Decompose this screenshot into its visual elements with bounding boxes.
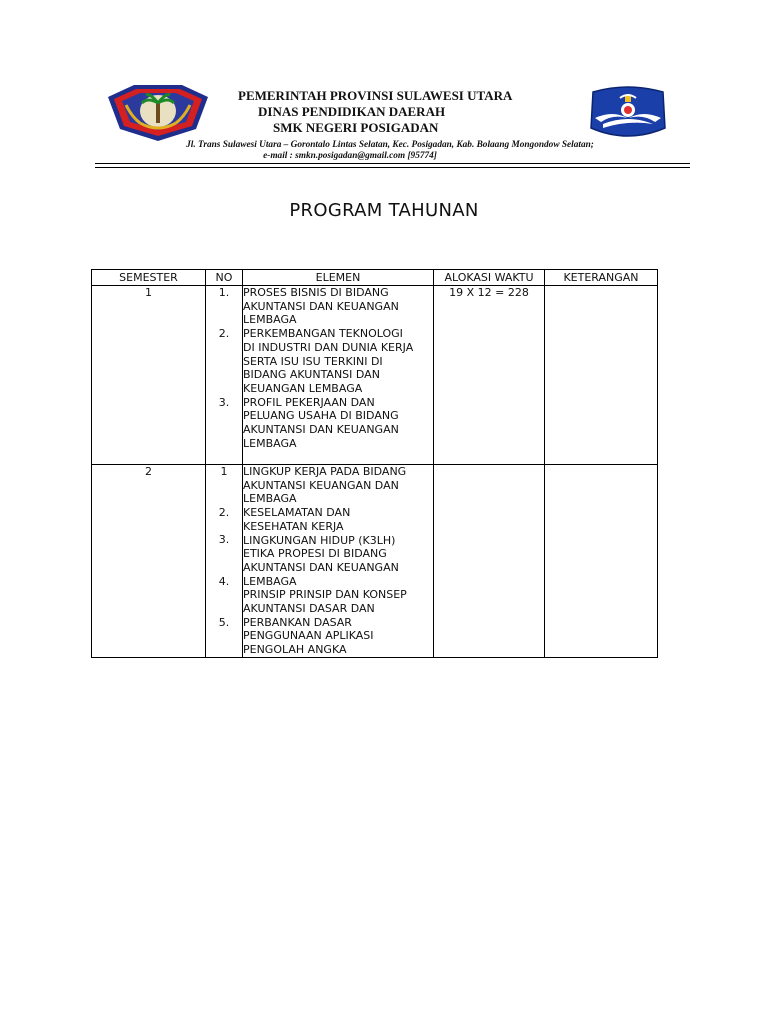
item-no: 5. xyxy=(218,615,230,629)
header-no: NO xyxy=(206,270,243,286)
semester-cell: 2 xyxy=(92,465,206,658)
list-item: PENGGUNAAN APLIKASI PENGOLAH ANGKA xyxy=(243,629,374,657)
item-no: 1. xyxy=(218,286,230,299)
item-no: 2. xyxy=(218,327,230,341)
elemen-column xyxy=(243,286,434,465)
no-column xyxy=(206,286,243,465)
email-line: e-mail : smkn.posigadan@gmail.com [95774] xyxy=(263,151,437,161)
alokasi-cell xyxy=(434,465,545,658)
table-header-row xyxy=(92,270,658,286)
document-title: PROGRAM TAHUNAN xyxy=(289,200,479,221)
item-no: 4. xyxy=(218,574,230,588)
keterangan-cell xyxy=(545,465,658,658)
letterhead-line-2: DINAS PENDIDIKAN DAERAH xyxy=(258,104,446,119)
item-no: 3. xyxy=(218,395,230,409)
list-item: PERKEMBANGAN TEKNOLOGI DI INDUSTRI DAN DUNIA KERJA SERTA ISU ISU TERKINI DI BIDANG AKUNTANSI DAN KEUANGAN LEMBAGA xyxy=(243,327,414,395)
program-table xyxy=(91,269,658,658)
header-alokasi: ALOKASI WAKTU xyxy=(434,270,545,286)
keterangan-cell xyxy=(545,286,658,465)
item-no: 2. xyxy=(218,506,230,520)
address-line: Jl. Trans Sulawesi Utara – Gorontalo Lintas Selatan, Kec. Posigadan, Kab. Bolaang Mongondow Selatan; xyxy=(186,140,594,150)
elemen-column xyxy=(243,465,434,658)
letterhead-line-3: SMK NEGERI POSIGADAN xyxy=(273,120,439,135)
list-item: PROFIL PEKERJAAN DAN PELUANG USAHA DI BIDANG AKUNTANSI DAN KEUANGAN LEMBAGA xyxy=(243,395,399,450)
item-no: 3. xyxy=(218,533,230,547)
no-column xyxy=(206,465,243,658)
list-item: LINGKUP KERJA PADA BIDANG AKUNTANSI KEUANGAN DAN LEMBAGA xyxy=(243,465,407,506)
letterhead-rule-thin xyxy=(95,167,690,168)
table-row xyxy=(92,286,658,465)
list-item: ETIKA PROPESI DI BIDANG AKUNTANSI DAN KEUANGAN LEMBAGA xyxy=(243,547,399,588)
list-item: KESELAMATAN DAN KESEHATAN KERJA LINGKUNGAN HIDUP (K3LH) xyxy=(243,506,396,547)
header-elemen: ELEMEN xyxy=(243,270,434,286)
header-semester: SEMESTER xyxy=(92,270,206,286)
list-item: PRINSIP PRINSIP DAN KONSEP AKUNTANSI DASAR DAN PERBANKAN DASAR xyxy=(243,588,407,629)
letterhead-line-1: PEMERINTAH PROVINSI SULAWESI UTARA xyxy=(238,88,513,103)
provincial-emblem-icon xyxy=(104,83,212,143)
header-keterangan: KETERANGAN xyxy=(545,270,658,286)
alokasi-cell: 19 X 12 = 228 xyxy=(434,286,545,465)
letterhead-rule xyxy=(95,163,690,164)
item-no: 1 xyxy=(220,465,228,478)
list-item: PROSES BISNIS DI BIDANG AKUNTANSI DAN KEUANGAN LEMBAGA xyxy=(243,286,399,327)
table-row xyxy=(92,465,658,658)
semester-cell: 1 xyxy=(92,286,206,465)
